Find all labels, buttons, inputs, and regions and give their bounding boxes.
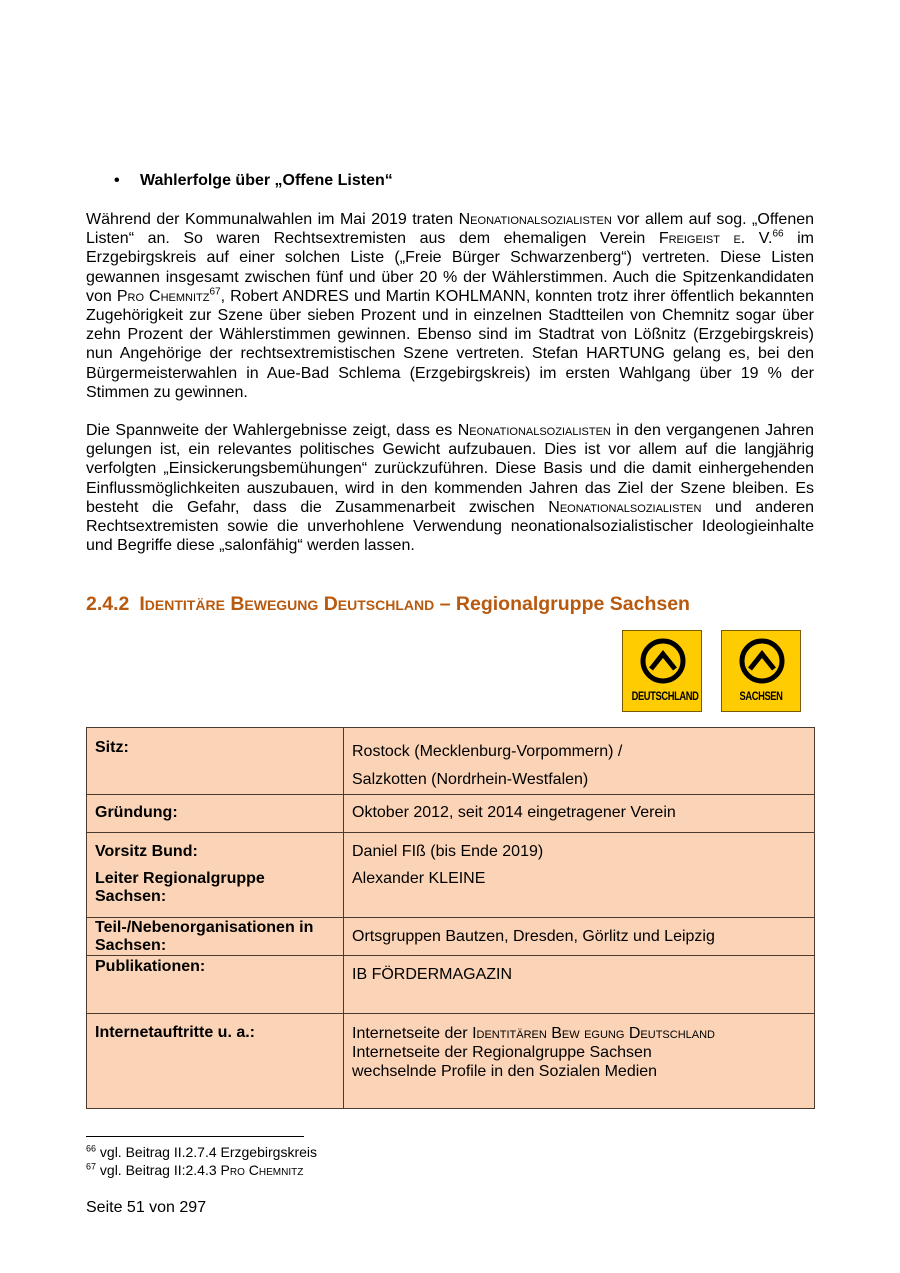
- row-label: Teil-/Nebenorganisationen in Sachsen:: [87, 918, 344, 956]
- table-row: [87, 833, 815, 918]
- logo-label: SACHSEN: [739, 689, 783, 703]
- section-number: 2.4.2: [86, 593, 130, 615]
- bullet-heading-text: Wahlerfolge über „Offene Listen“: [140, 172, 393, 189]
- footnote-67: $^{67}$ vgl. Beitrag II:2.4.3 Pro Chemnitz: [86, 1161, 304, 1178]
- section-title-rest: – Regionalgruppe Sachsen: [434, 593, 690, 615]
- row-value: Daniel FIß (bis Ende 2019) Alexander KLEINE: [344, 833, 815, 918]
- table-row: [87, 956, 815, 1014]
- organization-info-table: [86, 727, 815, 1109]
- page-number: Seite 51 von 297: [86, 1199, 207, 1216]
- table-row: [87, 795, 815, 833]
- lambda-circle-icon: [640, 638, 686, 684]
- logo-label: DEUTSCHLAND: [631, 689, 699, 703]
- row-label: Gründung:: [87, 795, 344, 833]
- footnote-ref-67[interactable]: 67: [209, 286, 221, 298]
- table-row: [87, 918, 815, 956]
- logo-ib-sachsen: [721, 630, 801, 712]
- row-label: Vorsitz Bund: Leiter Regionalgruppe Sachsen:: [87, 833, 344, 918]
- row-value: Ortsgruppen Bautzen, Dresden, Görlitz und Leipzig: [344, 918, 815, 956]
- row-label: Sitz:: [87, 728, 344, 795]
- table-row: [87, 728, 815, 795]
- section-title-org: Identitäre Bewegung Deutschland: [139, 593, 435, 615]
- footnote-66: $^{66}$ vgl. Beitrag II.2.7.4 Erzgebirgskreis: [86, 1143, 318, 1160]
- row-label: Publikationen:: [87, 956, 344, 1014]
- lambda-circle-icon: [739, 638, 785, 684]
- row-value: Rostock (Mecklenburg-Vorpommern) / Salzkotten (Nordrhein-Westfalen): [344, 728, 815, 795]
- paragraph-spannweite: Die Spannweite der Wahlergebnisse zeigt, dass es Neonationalsozialisten in den vergangenen Jahren gelungen ist, ein relevantes politisches Gewicht aufzubauen. Dies ist vor allem auf die langjährig verfolgten „Einsickerungsbemühungen“ zurückzuführen. Diese Basis und die damit einhergehenden Einflussmöglichkeiten auszubauen, wird in den kommenden Jahren das Ziel der Szene bleiben. Es besteht die Gefahr, dass die Zusammenarbeit zwischen Neonationalsozialisten und anderen Rechtsextremisten sowie die unverhohlene Verwendung neonationalsozialistischer Ideologieinhalte und Begriffe diese „salonfähig“ werden lassen.: [86, 422, 815, 555]
- logo-ib-deutschland: [622, 630, 702, 712]
- paragraph-kommunalwahlen: Während der Kommunalwahlen im Mai 2019 traten Neonationalsozialisten vor allem auf sog. „Offenen Listen“ an. So waren Rechtsextremisten aus dem ehemaligen Verein Freigeist e. V.$^{66}$ im Erzgebirgskreis auf einer solchen Liste („Freie Bürger Schwarzenberg“) vertreten. Diese Listen gewannen insgesamt zwischen fünf und über 20 % der Wählerstimmen. Auch die Spitzenkandidaten von Pro Chemnitz$^{67}$, Robert ANDRES und Martin KOHLMANN, konnten trotz ihrer öffentlich bekannten Zugehörigkeit zur Szene über sieben Prozent und in einzelnen Stadtteilen von Chemnitz sogar über zehn Prozent der Wählerstimmen gewinnen. Ebenso sind im Stadtrat von Lößnitz (Erzgebirgskreis) nun Angehörige der rechtsextremistischen Szene vertreten. Stefan HARTUNG gelang es, bei den Bürgermeisterwahlen in Aue-Bad Schlema (Erzgebirgskreis) im ersten Wahlgang über 19 % der Stimmen zu gewinnen.: [86, 211, 815, 401]
- row-value: Internetseite der Identitären Bew egung Deutschland Internetseite der Regionalgruppe Sachsen wechselnde Profile in den Sozialen Medien: [344, 1014, 815, 1109]
- section-heading: [86, 593, 690, 616]
- footnote-ref-66[interactable]: 66: [772, 228, 784, 240]
- bullet-heading: [114, 172, 393, 190]
- bullet-icon: •: [114, 172, 120, 189]
- row-value: Oktober 2012, seit 2014 eingetragener Verein: [344, 795, 815, 833]
- table-row: [87, 1014, 815, 1109]
- footnote-divider: [86, 1136, 304, 1137]
- row-label: Internetauftritte u. a.:: [87, 1014, 344, 1109]
- row-value: IB FÖRDERMAGAZIN: [344, 956, 815, 1014]
